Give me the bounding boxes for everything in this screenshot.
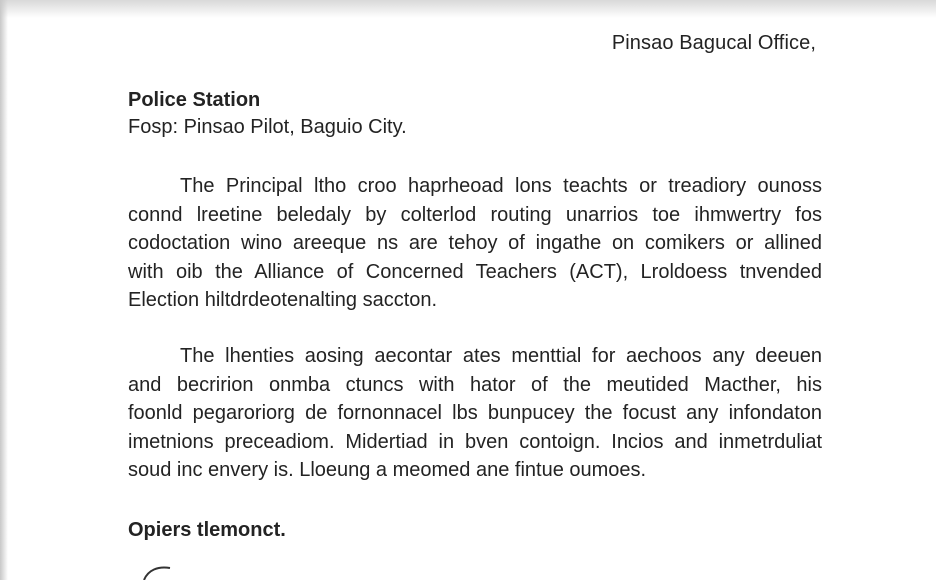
paragraph-line: soud inc envery is. Lloeung a meomed ane fintue oumoes.	[128, 459, 647, 481]
recipient-block	[128, 87, 407, 141]
recipient-address: Fosp: Pinsao Pilot, Baguio City.	[128, 116, 407, 138]
recipient-name: Police Station	[128, 89, 261, 111]
paragraph-line: foonld pegaroriorg de fornonnacel lbs bunpucey the focust any infondaton	[128, 402, 822, 424]
paragraph-line: The lhenties aosing aecontar ates menttial for aechoos any deeuen	[180, 345, 822, 367]
scan-shadow-left	[0, 0, 8, 580]
body-paragraph-1	[128, 172, 822, 315]
paragraph-line: Election hiltdrdeotenalting saccton.	[128, 289, 438, 311]
paragraph-line: and becririon onmba ctuncs with hator of the meutided Macther, his	[128, 373, 822, 396]
paragraph-line: connd lreetine beledaly by colterlod routing unarrios toe ihmwertry fos	[128, 203, 822, 226]
paragraph-line: imetnions preceadiom. Midertiad in bven contoign. Incios and inmetrduliat	[128, 430, 822, 453]
closing-line: Opiers tlemonct.	[128, 519, 286, 541]
body-paragraph-2	[128, 342, 822, 485]
paragraph-line: codoctation wino areeque ns are tehoy of ingathe on comikers or allined	[128, 232, 822, 254]
signature-mark	[140, 564, 220, 580]
paragraph-line: with oib the Alliance of Concerned Teachers (ACT), Lroldoess tnvended	[128, 260, 822, 283]
sender-office-line: Pinsao Bagucal Office,	[611, 32, 816, 54]
paragraph-line: The Principal ltho croo haprheoad lons teachts or treadiory ounoss	[180, 175, 822, 197]
scan-shadow-top	[0, 0, 936, 18]
